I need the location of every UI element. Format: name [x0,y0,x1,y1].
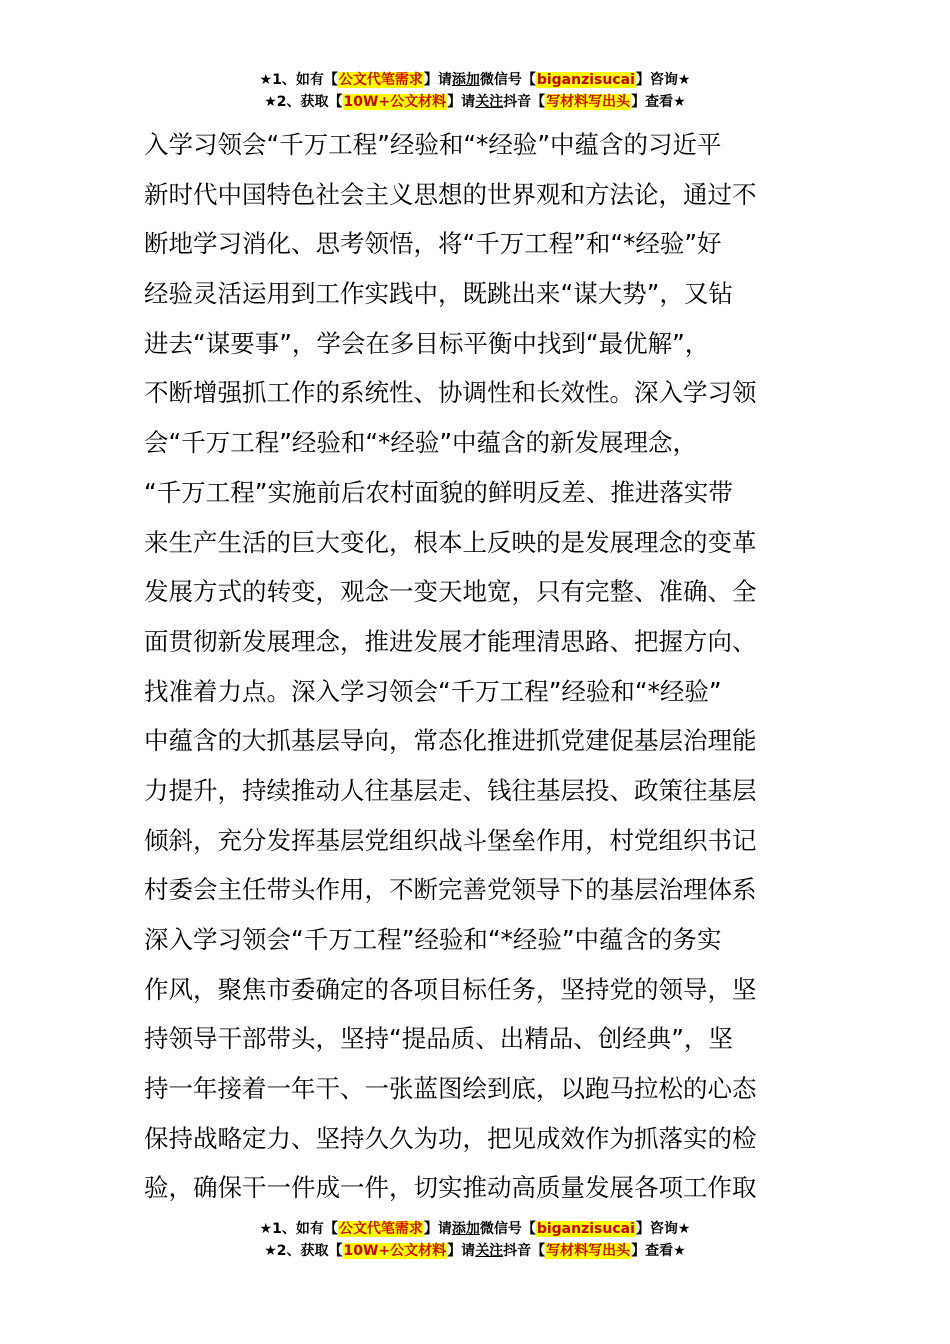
body-line: 深入学习领会“千万工程”经验和“*经验”中蕴含的务实 [144,925,722,954]
body-line: 力提升，持续推动人往基层走、钱往基层投、政策往基层 [144,775,757,805]
materials-highlight: 10W+公文材料 [343,94,447,110]
body-line: 断地学习消化、思考领悟，将“千万工程”和“*经验”好 [144,229,722,259]
service-highlight: 公文代笔需求 [338,72,423,88]
header-banner-line-2: ★2、获取【10W+公文材料】请关注抖音【写材料写出头】查看★ [264,94,686,110]
footer-banner [0,1218,950,1262]
header-banner-line-1: ★1、如有【公文代笔需求】请添加微信号【biganzisucai】咨询★ [259,72,691,88]
body-line: 经验灵活运用到工作实践中，既跳出来“谋大势”，又钻 [144,279,733,309]
footer-banner-line-2: ★2、获取【10W+公文材料】请关注抖音【写材料写出头】查看★ [264,1243,686,1259]
body-line: 找准着力点。深入学习领会“千万工程”经验和“*经验” [144,676,722,706]
body-line: 验，确保干一件成一件，切实推动高质量发展各项工作取 [144,1173,757,1203]
body-line: 持领导干部带头，坚持“提品质、出精品、创经典”，坚 [144,1024,733,1054]
header-banner [0,69,950,113]
body-line: 来生产生活的巨大变化，根本上反映的是发展理念的变革 [144,527,757,557]
body-paragraph [144,120,809,1213]
body-line: 入学习领会“千万工程”经验和“*经验”中蕴含的习近平 [144,130,722,159]
body-line: 持一年接着一年干、一张蓝图绘到底，以跑马拉松的心态 [144,1074,757,1104]
body-line: 倾斜，充分发挥基层党组织战斗堡垒作用，村党组织书记 [144,825,757,855]
body-line: 不断增强抓工作的系统性、协调性和长效性。深入学习领 [144,378,757,408]
body-line: 新时代中国特色社会主义思想的世界观和方法论，通过不 [144,179,757,209]
footer-banner-line-1: ★1、如有【公文代笔需求】请添加微信号【biganzisucai】咨询★ [259,1221,691,1237]
body-line: 中蕴含的大抓基层导向，常态化推进抓党建促基层治理能 [144,726,757,756]
body-line: 发展方式的转变，观念一变天地宽，只有完整、准确、全 [144,577,757,607]
wechat-id-highlight: biganzisucai [536,1221,635,1237]
body-line: 会“千万工程”经验和“*经验”中蕴含的新发展理念， [144,428,698,458]
materials-highlight: 10W+公文材料 [343,1243,447,1259]
wechat-id-highlight: biganzisucai [536,72,635,88]
douyin-id-highlight: 写材料写出头 [546,94,631,110]
service-highlight: 公文代笔需求 [338,1221,423,1237]
body-line: “千万工程”实施前后农村面貌的鲜明反差、推进落实带 [144,477,733,507]
body-line: 保持战略定力、坚持久久为功，把见成效作为抓落实的检 [144,1123,757,1153]
body-line: 面贯彻新发展理念，推进发展才能理清思路、把握方向、 [144,626,757,656]
body-line: 村委会主任带头作用，不断完善党领导下的基层治理体系 [144,875,757,905]
body-line: 作风，聚焦市委确定的各项目标任务，坚持党的领导，坚 [144,974,757,1004]
body-line: 进去“谋要事”，学会在多目标平衡中找到“最优解”， [144,328,710,358]
douyin-id-highlight: 写材料写出头 [546,1243,631,1259]
